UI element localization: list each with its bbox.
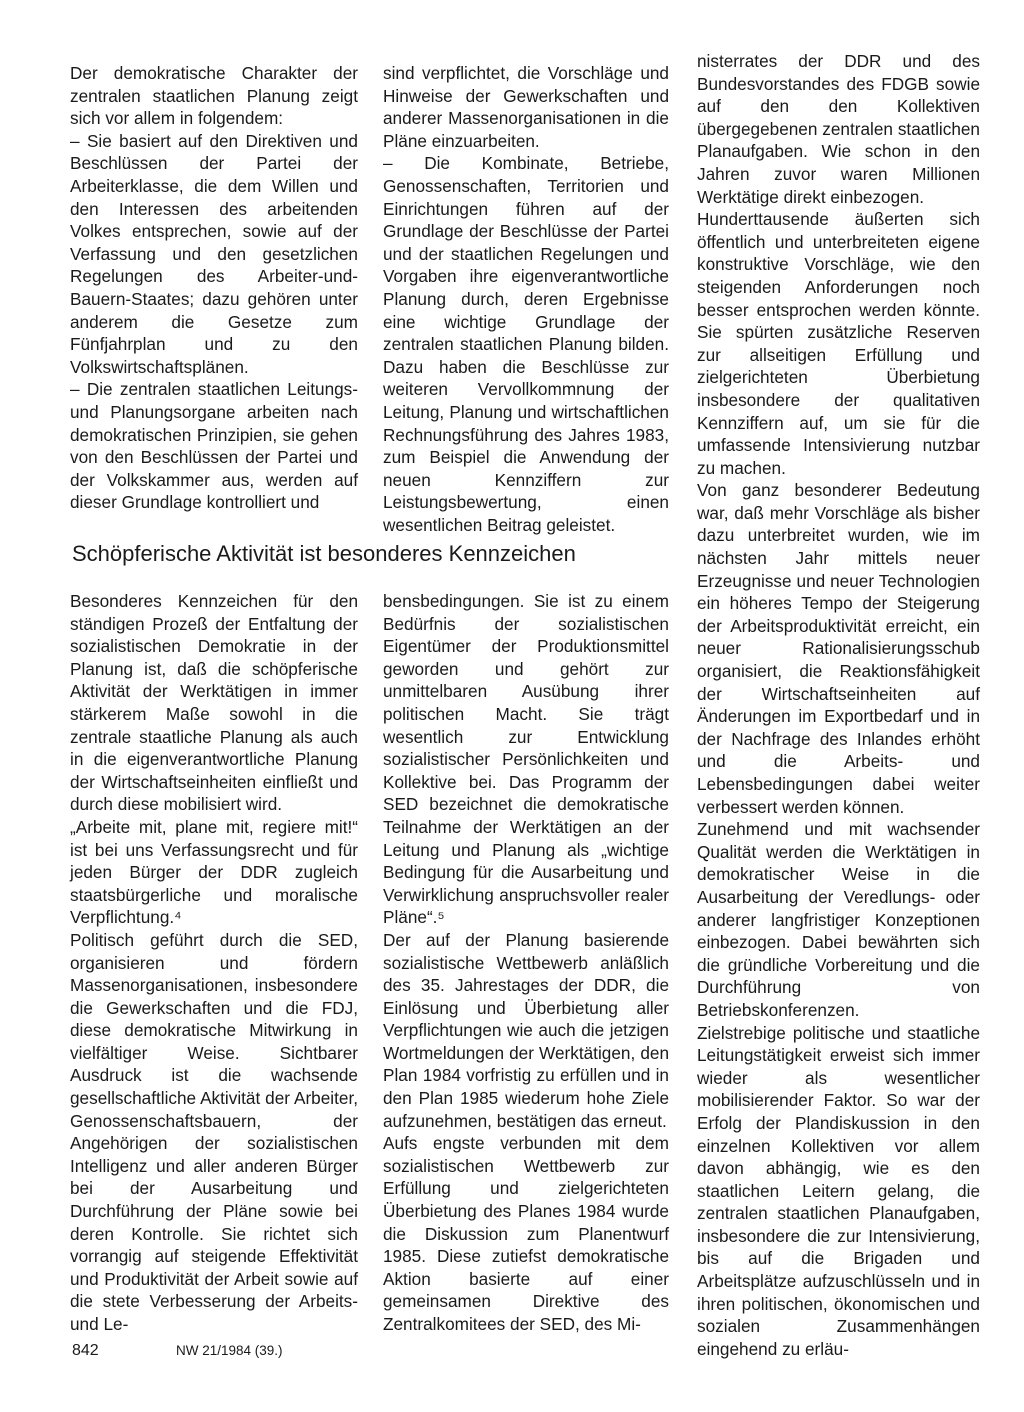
paragraph: Von ganz besonderer Bedeutung war, daß mehr Vorschläge als bisher dazu unterbreitet wurden, wie im nächsten Jahr mittels neuer Erzeugnisse und neuer Technologien ein höheres Tempo der Steigerung der Arbeitsproduktivität erreicht, ein neuer Rationalisierungsschub organisiert, die Reaktionsfähigkeit der Wirtschaftseinheiten auf Änderungen im Exportbedarf und in der Nachfrage des Inlandes erhöht und die Arbeits- und Lebensbedingungen dabei weiter verbessert werden können. [697,480,980,817]
issue-reference: NW 21/1984 (39.) [176,1343,283,1358]
paragraph: „Arbeite mit, plane mit, regiere mit!“ ist bei uns Verfassungsrecht und für jeden Bürger der DDR zugleich staatsbürgerliche und moralische Verpflichtung.⁴ [70,816,358,928]
paragraph: Politisch geführt durch die SED, organisieren und fördern Massenorganisationen, insbesondere die Gewerkschaften und die FDJ, diese demokratische Mitwirkung in vielfältiger Weise. Sichtbarer Ausdruck ist die wachsende gesellschaftliche Aktivität der Arbeiter, Genossenschaftsbauern, der Angehörigen der sozialistischen Intelligenz und aller anderen Bürger bei der Ausarbeitung und Durchführung der Pläne sowie bei deren Kontrolle. Sie richtet sich vorrangig auf steigende Effektivität und Produktivität der Arbeit sowie auf die stete Verbesserung der Arbeits- und Le- [70,929,358,1334]
paragraph: Aufs engste verbunden mit dem sozialistischen Wettbewerb zur Erfüllung und zielgerichteten Überbietung des Planes 1984 wurde die Diskussion zum Planentwurf 1985. Diese zutiefst demokratische Aktion basierte auf einer gemeinsamen Direktive des Zentralkomitees der SED, des Mi- [383,1133,669,1334]
paragraph: Der auf der Planung basierende sozialistische Wettbewerb anläßlich des 35. Jahrestages der DDR, die Einlösung und Überbietung aller Verpflichtungen wie auch die jetzigen Wortmeldungen der Werktätigen, den Plan 1984 vorfristig zu erfüllen und in den Plan 1985 wiederum hohe Ziele aufzunehmen, bestätigen das erneut. [383,929,669,1131]
paragraph: Zunehmend und mit wachsender Qualität werden die Werktätigen in demokratischer Weise in die Ausarbeitung der Veredlungs- oder anderer langfristiger Konzeptionen einbezogen. Dabei bewährten sich die gründliche Vorbereitung und die Durchführung von Betriebskonferenzen. [697,819,980,1020]
column-2-bottom [383,590,669,1336]
column-1-bottom [70,590,358,1336]
paragraph: – Die zentralen staatlichen Leitungs- und Planungsorgane arbeiten nach demokratischen Prinzipien, sie gehen von den Beschlüssen der Partei und der Volkskammer aus, werden auf dieser Grundlage kontrolliert und [70,379,358,513]
paragraph: sind verpflichtet, die Vorschläge und Hinweise der Gewerkschaften und anderer Massenorganisationen in die Pläne einzuarbeiten. [383,63,669,151]
paragraph: Der demokratische Charakter der zentralen staatlichen Planung zeigt sich vor allem in folgendem: [70,63,358,129]
column-2-top [383,62,669,536]
column-1-top [70,62,358,514]
paragraph: Zielstrebige politische und staatliche Leitungstätigkeit erweist sich immer wieder als wesentlicher mobilisierender Faktor. So war der Erfolg der Plandiskussion in den einzelnen Kollektiven vor allem davon abhängig, wie es den staatlichen Leitern gelang, die zentralen staatlichen Planaufgaben, insbesondere die zur Intensivierung, bis auf die Brigaden und Arbeitsplätze aufzuschlüsseln und in ihren politischen, ökonomischen und sozialen Zusammenhängen eingehend zu erläu- [697,1022,980,1359]
column-3 [697,50,980,1360]
paragraph: Hunderttausende äußerten sich öffentlich und unterbreiteten eigene konstruktive Vorschläge, wie den steigenden Anforderungen noch besser entsprochen werden könnte. Sie spürten zusätzliche Reserven zur allseitigen Erfüllung und zielgerichteten Überbietung insbesondere der qualitativen Kennziffern auf, um sie für die umfassende Intensivierung nutzbar zu machen. [697,209,980,478]
paragraph: bensbedingungen. Sie ist zu einem Bedürfnis der sozialistischen Eigentümer der Produktionsmittel geworden und gehört zur unmittelbaren Ausübung ihrer politischen Macht. Sie trägt wesentlich zur Entwicklung sozialistischer Persönlichkeiten und Kollektive bei. Das Programm der SED bezeichnet die demokratische Teilnahme der Werktätigen an der Leitung und Planung als „wichtige Bedingung für die Ausarbeitung und Verwirklichung anspruchsvoller realer Pläne“.⁵ [383,591,669,928]
page-number: 842 [72,1342,99,1359]
paragraph: nisterrates der DDR und des Bundesvorstandes des FDGB sowie auf den den Kollektiven übergegebenen zentralen staatlichen Planaufgaben. Wie schon in den Jahren zuvor waren Millionen Werktätige direkt einbezogen. [697,51,980,207]
section-heading: Schöpferische Aktivität ist besonderes Kennzeichen [72,541,576,566]
paragraph: – Die Kombinate, Betriebe, Genossenschaften, Territorien und Einrichtungen führen auf der Grundlage der Beschlüsse der Partei und der staatlichen Regelungen und Vorgaben ihre eigenverantwortliche Planung durch, deren Ergebnisse eine wichtige Grundlage der zentralen staatlichen Planung bilden. Dazu haben die Beschlüsse zur weiteren Vervollkommnung der Leitung, Planung und wirtschaftlichen Rechnungsführung des Jahres 1983, zum Beispiel die Anwendung der neuen Kennziffern zur Leistungsbewertung, einen wesentlichen Beitrag geleistet. [383,153,669,535]
paragraph: Besonderes Kennzeichen für den ständigen Prozeß der Entfaltung der sozialistischen Demokratie in der Planung ist, daß die schöpferische Aktivität der Werktätigen in immer stärkerem Maße sowohl in die zentrale staatliche Planung als auch in die eigenverantwortliche Planung der Wirtschaftseinheiten einfließt und durch diese mobilisiert wird. [70,591,358,815]
paragraph: – Sie basiert auf den Direktiven und Beschlüssen der Partei der Arbeiterklasse, die dem Willen und den Interessen des arbeitenden Volkes entsprechen, sowie auf der Verfassung und den gesetzlichen Regelungen des Arbeiter-und-Bauern-Staates; dazu gehören unter anderem die Gesetze zum Fünfjahrplan und zu den Volkswirtschaftsplänen. [70,130,358,377]
